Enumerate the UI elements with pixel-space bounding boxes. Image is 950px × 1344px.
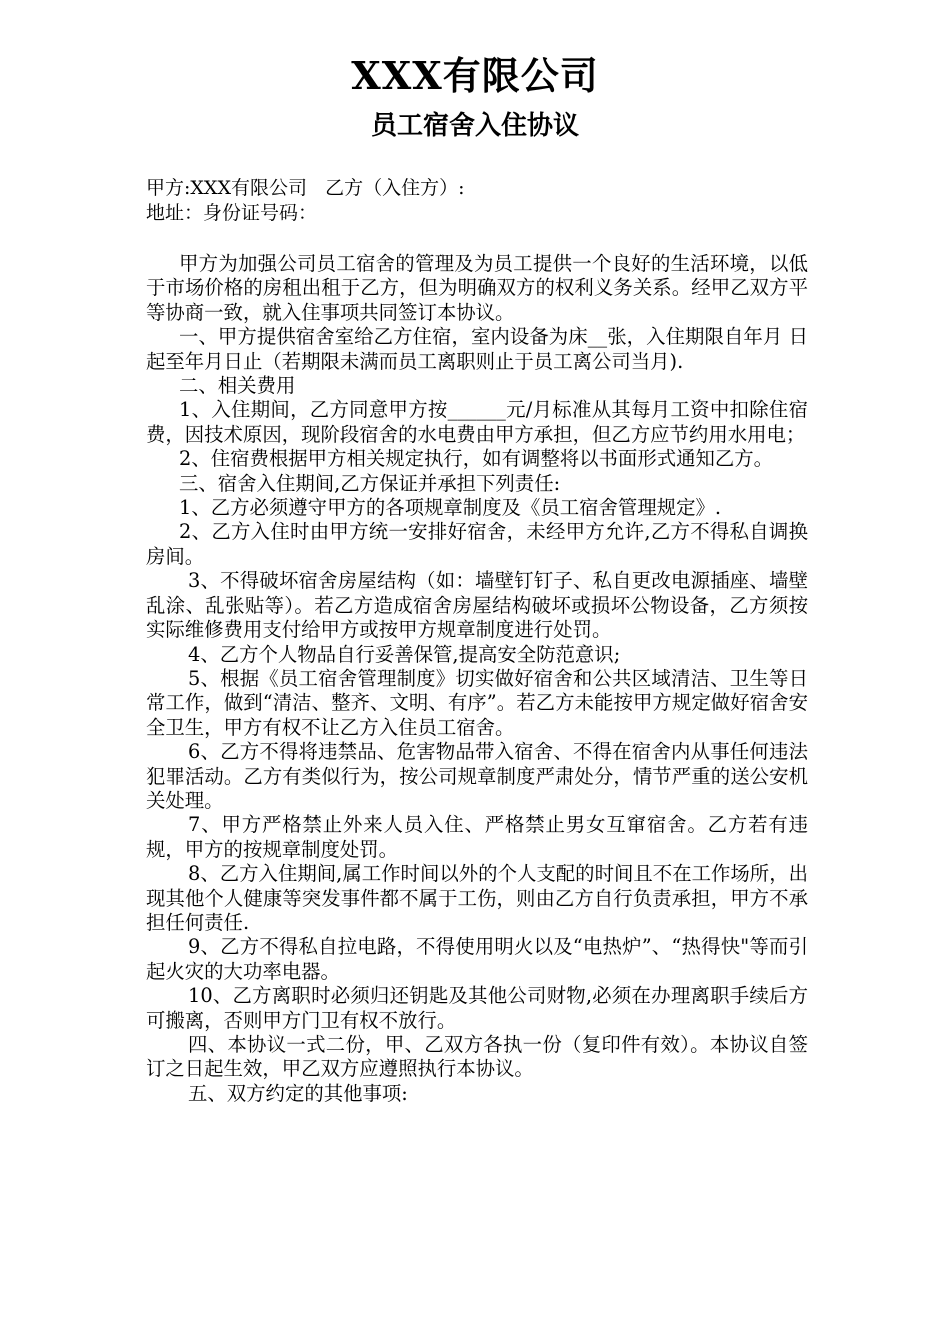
clause-2-item-2: 2、住宿费根据甲方相关规定执行，如有调整将以书面形式通知乙方。 [179, 447, 774, 471]
address-id-line: 地址：身份证号码： [146, 202, 318, 224]
clause-3-item-5: 5、根据《员工宿舍管理制度》切实做好宿舍和公共区域清洁、卫生等日常工作，做到“清洁、整齐、文明、有序”。若乙方未能按甲方规定做好宿舍安全卫生，甲方有权不让乙方入住员工宿舍。 [146, 666, 808, 739]
parties-line: 甲方:XXX有限公司 乙方（入住方）: [146, 177, 465, 199]
clause-2-item-1: 1、入住期间，乙方同意甲方按______元/月标准从其每月工资中扣除住宿费，因技术原因，现阶段宿舍的水电费由甲方承担，但乙方应节约用水用电； [146, 398, 808, 446]
clause-3-item-3: 3、不得破坏宿舍房屋结构（如：墙壁钉钉子、私自更改电源插座、墙壁乱涂、乱张贴等）。若乙方造成宿舍房屋结构破坏或损坏公物设备，乙方须按实际维修费用支付给甲方或按甲方规章制度进行处罚。 [146, 569, 808, 642]
clause-2-heading: 二、相关费用 [179, 374, 296, 398]
clause-3-item-6: 6、乙方不得将违禁品、危害物品带入宿舍、不得在宿舍内从事任何违法犯罪活动。乙方有类似行为，按公司规章制度严肃处分，情节严重的送公安机关处理。 [146, 740, 808, 812]
clause-3-item-4: 4、乙方个人物品自行妥善保管,提高安全防范意识; [188, 642, 621, 666]
clause-3-item-7: 7、甲方严格禁止外来人员入住、严格禁止男女互窜宿舍。乙方若有违规，甲方的按规章制度处罚。 [146, 813, 808, 861]
clause-3-item-2: 2、乙方入住时由甲方统一安排好宿舍，未经甲方允许,乙方不得私自调换房间。 [146, 520, 808, 568]
clause-3-item-1: 1、乙方必须遵守甲方的各项规章制度及《员工宿舍管理规定》. [179, 496, 722, 520]
agreement-title: 员工宿舍入住协议 [370, 111, 579, 141]
clause-3-item-9: 9、乙方不得私自拉电路，不得使用明火以及“电热炉”、“热得快"等而引起火灾的大功率电器。 [146, 935, 808, 983]
clause-3-heading: 三、宿舍入住期间,乙方保证并承担下列责任: [179, 471, 561, 495]
clause-5: 五、双方约定的其他事项: [188, 1081, 408, 1105]
agreement-body [146, 252, 808, 1106]
clause-4: 四、本协议一式二份，甲、乙双方各执一份（复印件有效）。本协议自签订之日起生效，甲乙双方应遵照执行本协议。 [146, 1033, 808, 1081]
company-title: XXX有限公司 [351, 53, 599, 98]
clause-3-item-8: 8、乙方入住期间,属工作时间以外的个人支配的时间且不在工作场所，出现其他个人健康等突发事件都不属于工伤，则由乙方自行负责承担，甲方不承担任何责任. [146, 862, 808, 934]
clause-1: 一、甲方提供宿舍室给乙方住宿，室内设备为床__张，入住期限自年月 日起至年月日止（若期限未满而员工离职则止于员工离公司当月). [146, 325, 808, 373]
intro-paragraph: 甲方为加强公司员工宿舍的管理及为员工提供一个良好的生活环境，以低于市场价格的房租出租于乙方，但为明确双方的权利义务关系。经甲乙双方平等协商一致，就入住事项共同签订本协议。 [146, 252, 808, 324]
clause-3-item-10: 10、乙方离职时必须归还钥匙及其他公司财物,必须在办理离职手续后方可搬离，否则甲方门卫有权不放行。 [146, 984, 808, 1032]
